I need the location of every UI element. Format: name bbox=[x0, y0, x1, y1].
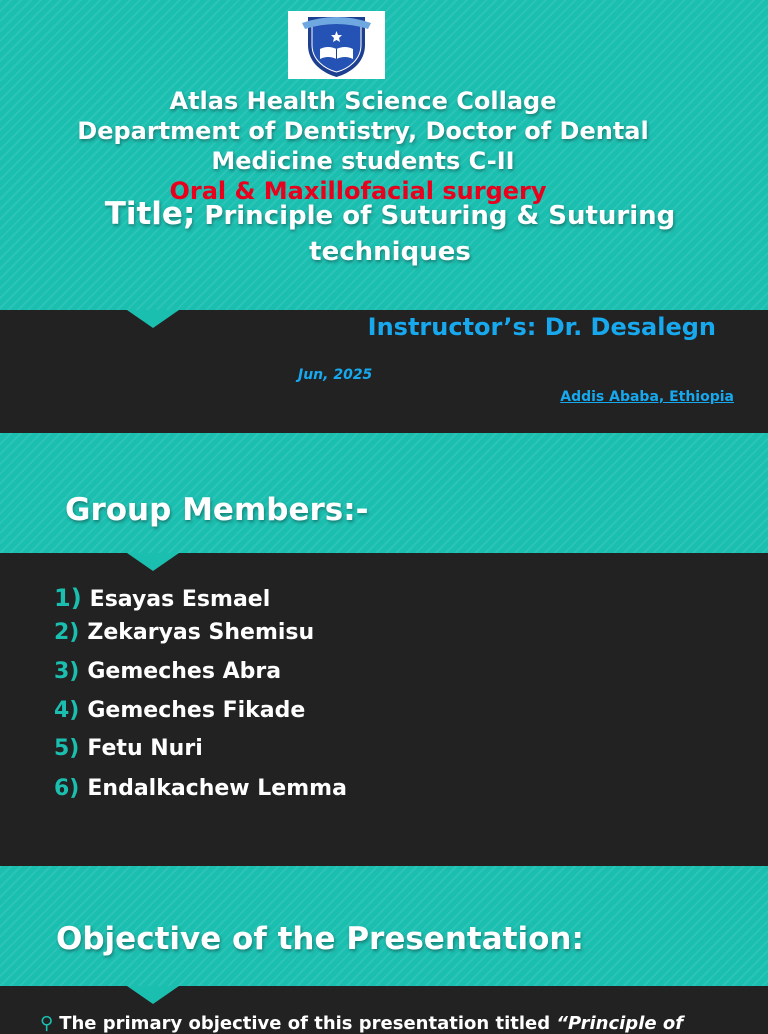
college-logo bbox=[288, 11, 385, 79]
member-number: 3) bbox=[54, 659, 80, 684]
institution-name: Atlas Health Science Collage bbox=[169, 87, 557, 115]
department-line: Department of Dentistry, Doctor of Dental bbox=[77, 117, 649, 145]
title-line2: techniques bbox=[309, 237, 471, 267]
group-members-heading: Group Members:- bbox=[65, 492, 369, 528]
objective-text-start: The primary objective of this presentation titled bbox=[59, 1013, 557, 1034]
member-number: 4) bbox=[54, 698, 80, 723]
member-number: 1) bbox=[54, 584, 82, 612]
title-prefix: Title; bbox=[104, 196, 196, 232]
location-link[interactable]: Addis Ababa, Ethiopia bbox=[560, 389, 734, 405]
institution-block bbox=[0, 86, 726, 176]
students-line: Medicine students C-II bbox=[211, 147, 515, 175]
instructor-name: Instructor’s: Dr. Desalegn bbox=[367, 313, 716, 341]
presentation-title bbox=[60, 196, 720, 270]
list-item bbox=[54, 736, 203, 761]
list-item bbox=[54, 659, 281, 684]
member-name: Zekaryas Shemisu bbox=[87, 620, 315, 645]
member-name: Gemeches Abra bbox=[87, 659, 282, 684]
objective-text-italic: “Principle of bbox=[556, 1013, 684, 1034]
member-number: 2) bbox=[54, 620, 80, 645]
subject-title: Oral & Maxillofacial surgery bbox=[169, 177, 547, 205]
list-item bbox=[54, 698, 305, 723]
member-number: 6) bbox=[54, 776, 80, 801]
banner-notch bbox=[127, 553, 179, 571]
member-name: Fetu Nuri bbox=[87, 736, 203, 761]
list-item bbox=[54, 620, 314, 645]
presentation-date: Jun, 2025 bbox=[298, 367, 373, 383]
member-number: 5) bbox=[54, 736, 80, 761]
member-name: Esayas Esmael bbox=[89, 587, 271, 612]
objective-heading: Objective of the Presentation: bbox=[56, 921, 584, 957]
member-name: Endalkachew Lemma bbox=[87, 776, 347, 801]
member-name: Gemeches Fikade bbox=[87, 698, 306, 723]
title-line1: Principle of Suturing & Suturing bbox=[195, 201, 676, 231]
bullet-icon: ⚲ bbox=[40, 1013, 54, 1034]
banner-notch bbox=[127, 310, 179, 328]
banner-notch bbox=[127, 986, 179, 1004]
list-item bbox=[54, 584, 270, 612]
list-item bbox=[54, 776, 347, 801]
